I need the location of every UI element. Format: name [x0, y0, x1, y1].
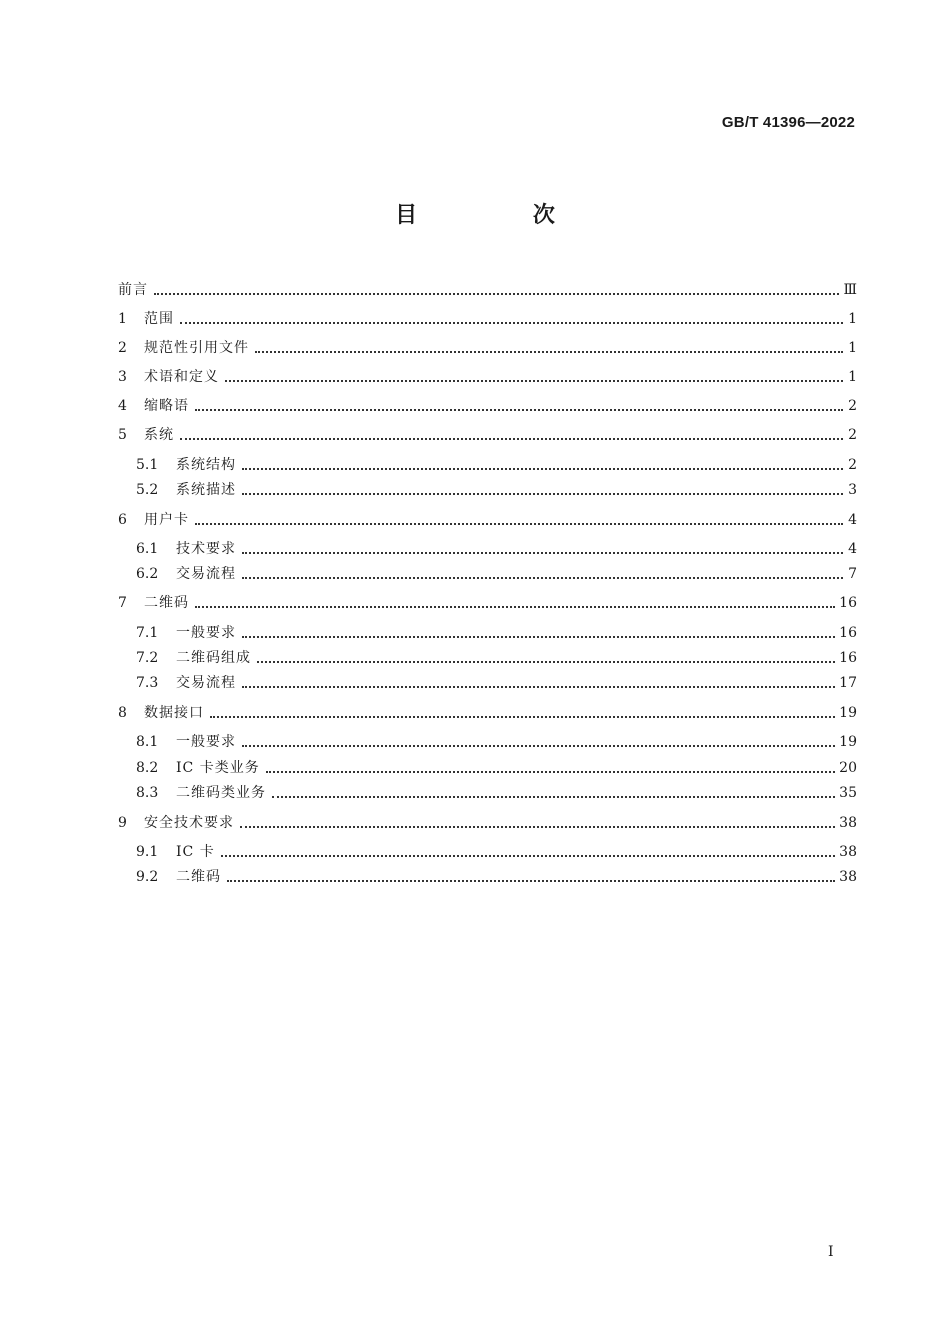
toc-entry-page: 19 [839, 705, 857, 721]
toc-entry-8[interactable] [118, 701, 857, 725]
toc-entry-number: 8.1 [136, 734, 159, 750]
document-code: GB/T 41396—2022 [721, 114, 855, 131]
dot-leader [242, 636, 835, 638]
toc-entry-page: 38 [839, 815, 857, 831]
toc-entry-number: 6.2 [136, 566, 159, 582]
toc-entry-9-1[interactable] [136, 840, 857, 864]
toc-entry-number: 3 [118, 369, 127, 385]
toc-entry-label: 用户卡 [144, 512, 189, 528]
toc-entry-label: 系统结构 [176, 457, 236, 473]
toc-entry-7-3[interactable] [136, 671, 857, 695]
toc-entry-6-1[interactable] [136, 537, 857, 561]
toc-entry-2[interactable] [118, 336, 857, 360]
toc-entry-6[interactable] [118, 508, 857, 532]
dot-leader [180, 322, 843, 324]
toc-entry-number: 8.3 [136, 785, 159, 801]
toc-entry-label: 一般要求 [176, 734, 236, 750]
toc-entry-5-1[interactable] [136, 453, 857, 477]
dot-leader [242, 468, 843, 470]
dot-leader [242, 493, 843, 495]
dot-leader [180, 438, 843, 440]
toc-entry-page: 20 [839, 760, 857, 776]
toc-entry-label: 规范性引用文件 [144, 340, 249, 356]
toc-entry-7-2[interactable] [136, 646, 857, 670]
toc-entry-7-1[interactable] [136, 621, 857, 645]
dot-leader [266, 771, 835, 773]
toc-entry-number: 6.1 [136, 541, 159, 557]
toc-entry-1[interactable] [118, 307, 857, 331]
toc-entry-label: 二维码 [144, 595, 189, 611]
toc-entry-page: 38 [839, 844, 857, 860]
toc-entry-label: 范围 [144, 311, 174, 327]
toc-entry-label: IC 卡类业务 [176, 760, 260, 776]
toc-entry-label: 一般要求 [176, 625, 236, 641]
toc-entry-3[interactable] [118, 365, 857, 389]
toc-entry-page: 38 [839, 869, 857, 885]
toc-entry-label: 系统描述 [176, 482, 236, 498]
toc-entry-number: 2 [118, 340, 127, 356]
toc-entry-number: 7.3 [136, 675, 159, 691]
dot-leader [154, 293, 839, 295]
toc-entry-page: 1 [848, 311, 857, 327]
toc-entry-number: 5.2 [136, 482, 159, 498]
dot-leader [221, 855, 835, 857]
dot-leader [242, 686, 835, 688]
toc-entry-label: 术语和定义 [144, 369, 219, 385]
toc-entry-foreword[interactable] [118, 278, 857, 302]
toc-entry-label: 二维码组成 [176, 650, 251, 666]
toc-entry-page: 16 [839, 595, 857, 611]
toc-entry-page: 3 [848, 482, 857, 498]
dot-leader [240, 826, 835, 828]
toc-entry-number: 9.1 [136, 844, 159, 860]
dot-leader [225, 380, 843, 382]
toc-entry-page: 17 [839, 675, 857, 691]
toc-entry-number: 7.1 [136, 625, 159, 641]
toc-entry-number: 7.2 [136, 650, 159, 666]
dot-leader [242, 552, 843, 554]
dot-leader [242, 745, 835, 747]
toc-entry-page: 16 [839, 650, 857, 666]
dot-leader [195, 523, 843, 525]
toc-entry-page: 1 [848, 340, 857, 356]
toc-entry-page: 1 [848, 369, 857, 385]
dot-leader [195, 606, 835, 608]
dot-leader [210, 716, 835, 718]
page-number: I [828, 1244, 834, 1260]
toc-entry-8-3[interactable] [136, 781, 857, 805]
toc-entry-number: 9 [118, 815, 127, 831]
toc-entry-page: 4 [848, 512, 857, 528]
toc-entry-label: 二维码类业务 [176, 785, 266, 801]
toc-entry-number: 7 [118, 595, 127, 611]
toc-entry-label: 技术要求 [176, 541, 236, 557]
dot-leader [227, 880, 835, 882]
toc-entry-label: 前言 [118, 282, 148, 298]
toc-entry-7[interactable] [118, 591, 857, 615]
toc-entry-page: 2 [848, 427, 857, 443]
toc-entry-label: 安全技术要求 [144, 815, 234, 831]
toc-entry-page: 4 [848, 541, 857, 557]
toc-entry-6-2[interactable] [136, 562, 857, 586]
toc-entry-label: 系统 [144, 427, 174, 443]
toc-entry-number: 8.2 [136, 760, 159, 776]
toc-entry-5[interactable] [118, 423, 857, 447]
toc-entry-page: 16 [839, 625, 857, 641]
dot-leader [272, 796, 835, 798]
toc-entry-number: 9.2 [136, 869, 159, 885]
dot-leader [195, 409, 843, 411]
toc-entry-5-2[interactable] [136, 478, 857, 502]
toc-entry-9-2[interactable] [136, 865, 857, 889]
toc-entry-page: 19 [839, 734, 857, 750]
toc-entry-4[interactable] [118, 394, 857, 418]
toc-entry-label: 缩略语 [144, 398, 189, 414]
toc-entry-page: 7 [848, 566, 857, 582]
dot-leader [257, 661, 835, 663]
toc-entry-number: 8 [118, 705, 127, 721]
toc-entry-label: 交易流程 [176, 675, 236, 691]
toc-entry-page: Ⅲ [843, 282, 857, 298]
dot-leader [255, 351, 843, 353]
dot-leader [242, 577, 843, 579]
toc-entry-number: 6 [118, 512, 127, 528]
toc-entry-9[interactable] [118, 811, 857, 835]
toc-entry-label: 交易流程 [176, 566, 236, 582]
toc-title: 目 次 [395, 203, 609, 228]
toc-entry-label: IC 卡 [176, 844, 215, 860]
toc-entry-number: 4 [118, 398, 127, 414]
toc-entry-8-2[interactable] [136, 756, 857, 780]
toc-entry-8-1[interactable] [136, 730, 857, 754]
toc-entry-page: 2 [848, 457, 857, 473]
toc-entry-number: 1 [118, 311, 127, 327]
toc-entry-page: 2 [848, 398, 857, 414]
toc-entry-label: 二维码 [176, 869, 221, 885]
toc-entry-label: 数据接口 [144, 705, 204, 721]
toc-entry-page: 35 [839, 785, 857, 801]
toc-entry-number: 5 [118, 427, 127, 443]
toc-entry-number: 5.1 [136, 457, 159, 473]
